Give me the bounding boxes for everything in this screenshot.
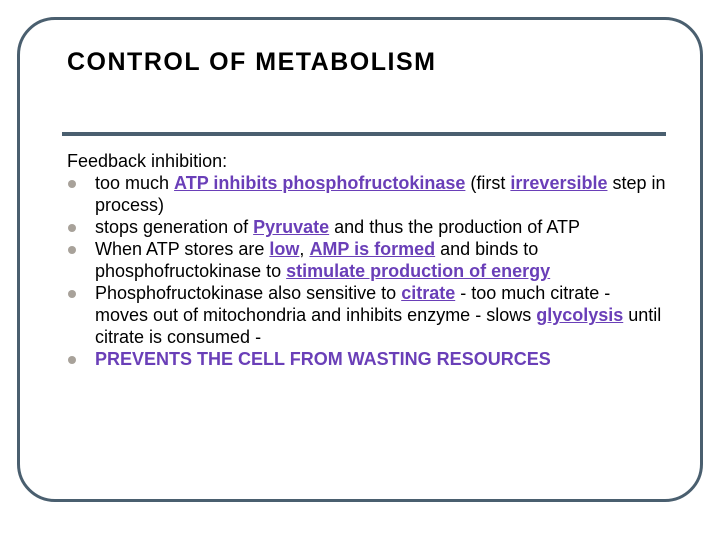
bullet-text	[95, 349, 551, 369]
bullet-text	[95, 173, 666, 215]
bullet-item	[67, 216, 667, 238]
slide-content	[67, 150, 667, 370]
text-run: ,	[299, 239, 310, 259]
bullet-item	[67, 348, 667, 370]
bullet-list	[67, 172, 667, 370]
text-run: step in process)	[95, 173, 666, 215]
bullet-dot-icon	[68, 224, 76, 232]
text-run: stops generation of	[95, 217, 254, 237]
highlighted-term: AMP is formed	[309, 239, 436, 259]
section-heading: Feedback inhibition:	[67, 151, 228, 171]
text-run: When ATP stores are	[95, 239, 270, 259]
highlighted-term: glycolysis	[536, 305, 624, 325]
text-run: too much	[95, 173, 175, 193]
highlighted-term: stimulate production of energy	[286, 261, 551, 281]
bullet-dot-icon	[68, 290, 76, 298]
title-divider	[62, 132, 666, 136]
bullet-item	[67, 282, 667, 348]
highlighted-term: low	[269, 239, 300, 259]
bullet-item	[67, 172, 667, 216]
bullet-dot-icon	[68, 356, 76, 364]
text-run: and thus the production of ATP	[329, 217, 580, 237]
bullet-text	[95, 217, 580, 237]
highlighted-term: Pyruvate	[253, 217, 330, 237]
highlighted-term: citrate	[401, 283, 456, 303]
text-run: and binds to phosphofructokinase to	[95, 239, 539, 281]
bullet-item	[67, 238, 667, 282]
text-run: - too much citrate - moves out of mitochondria and inhibits enzyme - slows	[95, 283, 611, 325]
highlighted-term: irreversible	[510, 173, 608, 193]
bullet-dot-icon	[68, 246, 76, 254]
bullet-dot-icon	[68, 180, 76, 188]
highlighted-term: ATP inhibits phosphofructokinase	[174, 173, 466, 193]
text-run: Phosphofructokinase also sensitive to	[95, 283, 402, 303]
bullet-text	[95, 239, 550, 281]
text-run: (first	[465, 173, 511, 193]
bullet-text	[95, 283, 661, 347]
text-run: until citrate is consumed -	[95, 305, 662, 347]
emphasis-text: PREVENTS THE CELL FROM WASTING RESOURCES	[95, 349, 551, 369]
slide-title: CONTROL OF METABOLISM	[67, 48, 437, 76]
